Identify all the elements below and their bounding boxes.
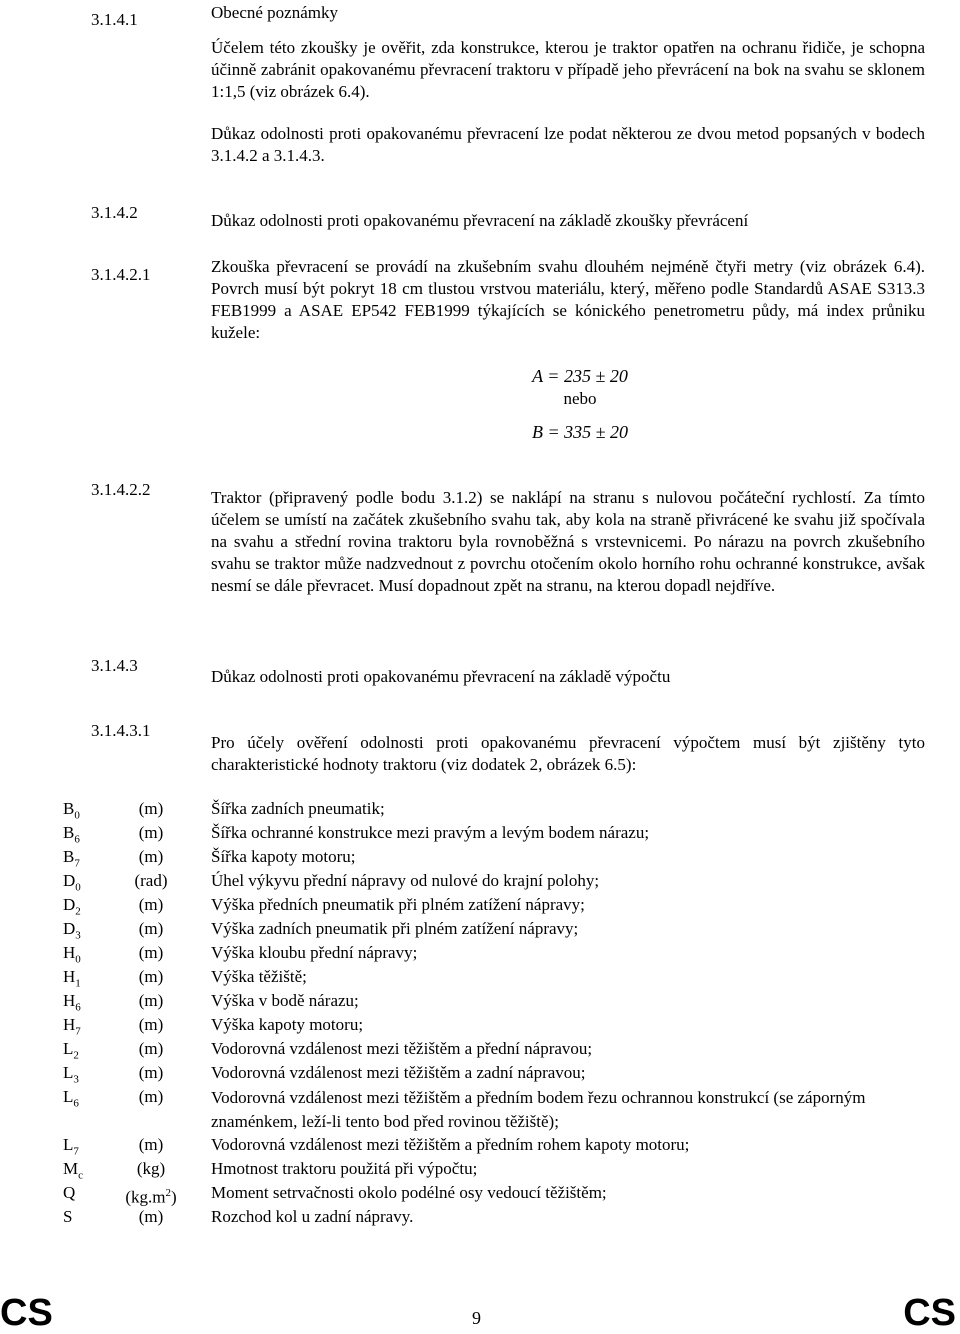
symbol-row (0, 990, 960, 1014)
symbol-description: Výška v bodě nárazu; (211, 991, 359, 1010)
formula-a: A = 235 ± 20 (532, 366, 628, 386)
symbol: $D_3$ (63, 919, 81, 942)
symbol-row (0, 1182, 960, 1206)
symbol: S (63, 1207, 73, 1226)
section-title-3141: Obecné poznámky (211, 3, 338, 22)
symbol-description: Vodorovná vzdálenost mezi těžištěm a předním bodem řezu ochrannou konstrukcí (se záporným znaménkem, leží-li tento bod před rovinou těžiště); (211, 1088, 866, 1131)
page-number: 9 (472, 1308, 481, 1328)
symbol-unit: (m) (138, 1015, 164, 1034)
symbol-description: Výška předních pneumatik při plném zatížení nápravy; (211, 895, 585, 914)
section-number-31421: 3.1.4.2.1 (91, 265, 151, 284)
symbol-row (0, 1038, 960, 1062)
symbol-row (0, 1158, 960, 1182)
symbol: Q (63, 1183, 76, 1202)
symbol-description: Vodorovná vzdálenost mezi těžištěm a zadní nápravou; (211, 1063, 586, 1082)
section-number-3141: 3.1.4.1 (91, 10, 138, 29)
section-number-31431: 3.1.4.3.1 (91, 721, 151, 740)
symbol-row (0, 798, 960, 822)
symbol-unit: $(kg.m^2)$ (125, 1187, 177, 1207)
section-title-3142: Důkaz odolnosti proti opakovanému převracení na základě zkoušky převrácení (211, 211, 749, 230)
symbol-unit: (m) (138, 1207, 164, 1226)
symbol-unit: (m) (138, 943, 164, 962)
symbol-unit: (m) (138, 1087, 164, 1106)
symbol-unit: (kg) (136, 1159, 166, 1178)
symbol: $H_0$ (63, 943, 81, 966)
symbol-row (0, 1206, 960, 1230)
symbol-row (0, 942, 960, 966)
symbol: $B_0$ (63, 799, 80, 822)
section-number-31422: 3.1.4.2.2 (91, 480, 151, 499)
symbol-unit: (m) (138, 967, 164, 986)
symbol: $M_c$ (63, 1159, 84, 1182)
paragraph-3141-1: Účelem této zkoušky je ověřit, zda konstrukce, kterou je traktor opatřen na ochranu řidiče, je schopna účinně zabránit opakovanému převracení traktoru v případě jeho převrácení na bok na svahu se sklonem 1:1,5 (viz obrázek 6.4). (211, 38, 925, 101)
paragraph-31431: Pro účely ověření odolnosti proti opakovanému převracení výpočtem musí být zjištěny tyto charakteristické hodnoty traktoru (viz dodatek 2, obrázek 6.5): (211, 733, 925, 774)
symbol: $B_6$ (63, 823, 80, 846)
symbol: $D_0$ (63, 871, 81, 894)
symbol: $L_7$ (63, 1135, 79, 1158)
symbol-row (0, 918, 960, 942)
paragraph-3141-2: Důkaz odolnosti proti opakovanému převracení lze podat některou ze dvou metod popsaných v bodech 3.1.4.2 a 3.1.4.3. (211, 124, 925, 165)
symbol-description: Vodorovná vzdálenost mezi těžištěm a předním rohem kapoty motoru; (211, 1135, 690, 1154)
footer-language-left: CS (0, 1292, 53, 1334)
symbol: $L_2$ (63, 1039, 79, 1062)
symbol-row (0, 846, 960, 870)
symbol-unit: (m) (138, 991, 164, 1010)
symbol-row (0, 1086, 960, 1134)
formula-or: nebo (563, 389, 597, 408)
symbol-description: Výška kapoty motoru; (211, 1015, 364, 1034)
symbol-description: Výška zadních pneumatik při plném zatížení nápravy; (211, 919, 579, 938)
paragraph-31421: Zkouška převracení se provádí na zkušebním svahu dlouhém nejméně čtyři metry (viz obrázek 6.4). Povrch musí být pokryt 18 cm tlustou vrstvou materiálu, který, měřeno podle Standardů ASAE S313.3 FEB1999 a ASAE EP542 FEB1999 týkajících se kónického penetrometru půdy, má index průniku kužele: (211, 257, 925, 342)
symbol-description: Výška kloubu přední nápravy; (211, 943, 418, 962)
symbol-unit: (rad) (134, 871, 168, 890)
symbol: $L_3$ (63, 1063, 79, 1086)
symbol: $L_6$ (63, 1087, 79, 1110)
symbol: $D_2$ (63, 895, 81, 918)
symbol: $H_6$ (63, 991, 81, 1014)
symbol-row (0, 870, 960, 894)
symbol: $H_1$ (63, 967, 81, 990)
symbol-unit: (m) (138, 823, 164, 842)
symbol-description: Šířka zadních pneumatik; (211, 799, 385, 818)
symbol-description: Výška těžiště; (211, 967, 307, 986)
symbol-row (0, 1134, 960, 1158)
symbol-row (0, 1062, 960, 1086)
symbol-unit: (m) (138, 1135, 164, 1154)
symbol-unit: (m) (138, 895, 164, 914)
formula-b: B = 335 ± 20 (531, 422, 629, 442)
symbol: $H_7$ (63, 1015, 81, 1038)
symbol-unit: (m) (138, 1063, 164, 1082)
symbol-description: Šířka kapoty motoru; (211, 847, 356, 866)
symbol-row (0, 1014, 960, 1038)
paragraph-31422: Traktor (připravený podle bodu 3.1.2) se naklápí na stranu s nulovou počáteční rychlostí. Za tímto účelem se umístí na začátek zkušebního svahu tak, aby kola na straně přivrácené ke svahu již spočívala na svahu a střední rovina traktoru byla rovnoběžná s vrstevnicemi. Po nárazu na povrch zkušebního svahu se traktor může nadzvednout z povrchu otočením okolo horního rohu ochranné konstrukce, avšak nesmí se dále převracet. Musí dopadnout zpět na stranu, na kterou dopadl nejdříve. (211, 488, 925, 595)
section-title-3143: Důkaz odolnosti proti opakovanému převracení na základě výpočtu (211, 667, 671, 686)
symbol-description: Rozchod kol u zadní nápravy. (211, 1207, 414, 1226)
symbol: $B_7$ (63, 847, 80, 870)
symbol-description: Hmotnost traktoru použitá při výpočtu; (211, 1159, 478, 1178)
symbol-unit: (m) (138, 919, 164, 938)
footer-language-right: CS (903, 1292, 956, 1334)
symbol-unit: (m) (138, 799, 164, 818)
symbol-description: Vodorovná vzdálenost mezi těžištěm a přední nápravou; (211, 1039, 593, 1058)
section-number-3143: 3.1.4.3 (91, 656, 138, 675)
section-number-3142: 3.1.4.2 (91, 203, 138, 222)
symbol-description: Úhel výkyvu přední nápravy od nulové do krajní polohy; (211, 871, 600, 890)
symbol-description: Moment setrvačnosti okolo podélné osy vedoucí těžištěm; (211, 1183, 607, 1202)
symbol-unit: (m) (138, 847, 164, 866)
symbol-description: Šířka ochranné konstrukce mezi pravým a levým bodem nárazu; (211, 823, 650, 842)
symbol-row (0, 822, 960, 846)
symbol-row (0, 894, 960, 918)
symbol-row (0, 966, 960, 990)
symbol-unit: (m) (138, 1039, 164, 1058)
